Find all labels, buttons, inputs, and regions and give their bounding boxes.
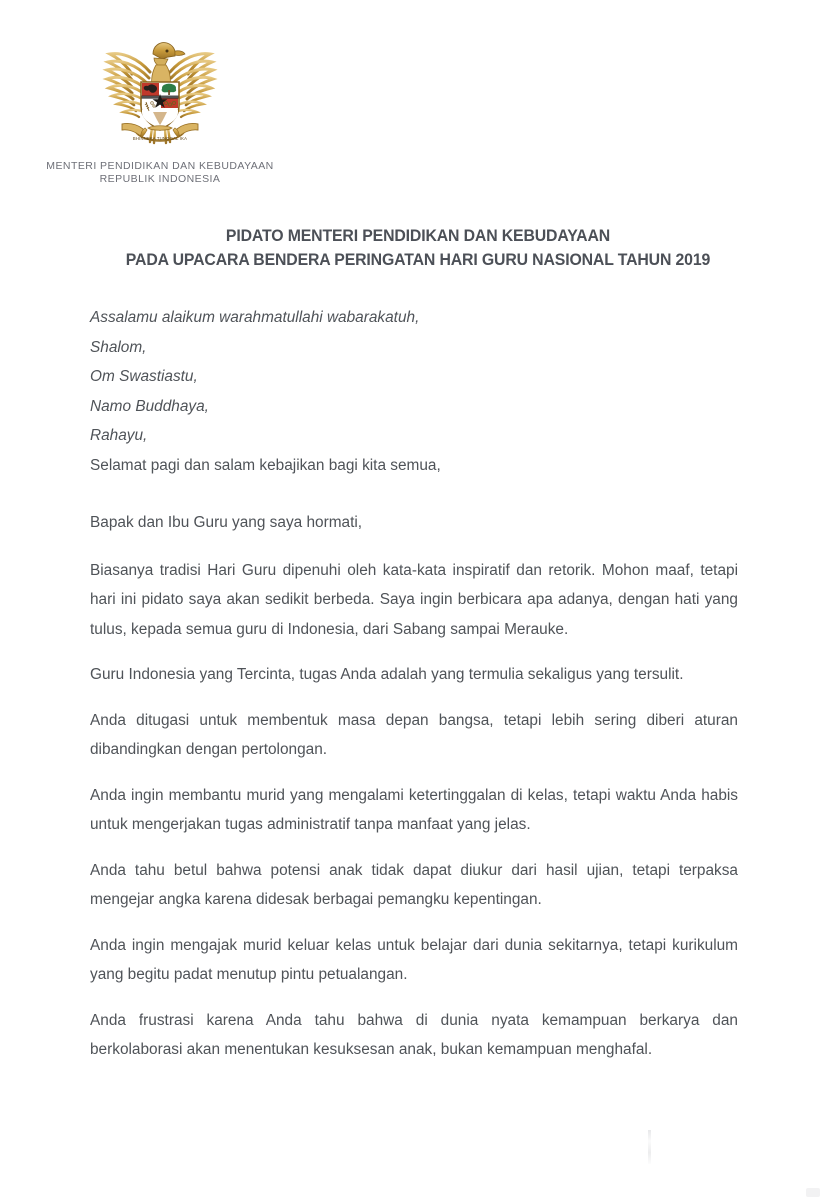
greeting-line: Shalom, (90, 338, 147, 356)
paragraph: Bapak dan Ibu Guru yang saya hormati, (90, 514, 363, 531)
scan-artifact (806, 1188, 820, 1197)
letterhead (26, 32, 294, 186)
paragraph: Biasanya tradisi Hari Guru dipenuhi oleh kata-kata inspiratif dan retorik. Mohon maaf, tetapi hari ini pidato saya akan sedikit berbeda. Saya ingin berbicara apa adanya, dengan hati yang tulus, kepada semua guru di Indonesia, dari Sabang sampai Merauke. (90, 561, 738, 638)
title-line-1: PIDATO MENTERI PENDIDIKAN DAN KEBUDAYAAN (225, 227, 611, 245)
greeting-block (90, 303, 738, 480)
letterhead-line-1: MENTERI PENDIDIKAN DAN KEBUDAYAAN (46, 160, 274, 172)
svg-text:BHINNEKA TUNGGAL IKA: BHINNEKA TUNGGAL IKA (132, 136, 188, 141)
paragraph: Guru Indonesia yang Tercinta, tugas Anda adalah yang termulia sekaligus yang tersulit. (90, 666, 684, 683)
document-title (58, 224, 778, 272)
scan-artifact (648, 1130, 651, 1164)
greeting-line: Namo Buddhaya, (90, 397, 209, 415)
garuda-pancasila-emblem (96, 32, 224, 154)
paragraph: Anda frustrasi karena Anda tahu bahwa di dunia nyata kemampuan berkarya dan berkolaborasi akan menentukan kesuksesan anak, bukan kemampuan menghafal. (90, 1011, 738, 1058)
greeting-line: Selamat pagi dan salam kebajikan bagi kita semua, (90, 456, 441, 474)
greeting-line: Om Swastiastu, (90, 368, 198, 385)
body-text (90, 508, 738, 1065)
paragraph: Anda ingin mengajak murid keluar kelas untuk belajar dari dunia sekitarnya, tetapi kurikulum yang begitu padat menutup pintu petualangan. (90, 936, 738, 983)
paragraph: Anda ingin membantu murid yang mengalami ketertinggalan di kelas, tetapi waktu Anda habis untuk mengerjakan tugas administratif tanpa manfaat yang jelas. (90, 786, 738, 833)
title-line-2: PADA UPACARA BENDERA PERINGATAN HARI GURU NASIONAL TAHUN 2019 (125, 251, 711, 269)
greeting-line: Rahayu, (90, 427, 148, 444)
letterhead-line-2: REPUBLIK INDONESIA (99, 173, 221, 185)
paragraph: Anda tahu betul bahwa potensi anak tidak dapat diukur dari hasil ujian, tetapi terpaksa mengejar angka karena didesak berbagai pemangku kepentingan. (90, 861, 738, 908)
greeting-line: Assalamu alaikum warahmatullahi wabarakatuh, (90, 309, 420, 326)
paragraph: Anda ditugasi untuk membentuk masa depan bangsa, tetapi lebih sering diberi aturan dibandingkan dengan pertolongan. (90, 711, 738, 758)
